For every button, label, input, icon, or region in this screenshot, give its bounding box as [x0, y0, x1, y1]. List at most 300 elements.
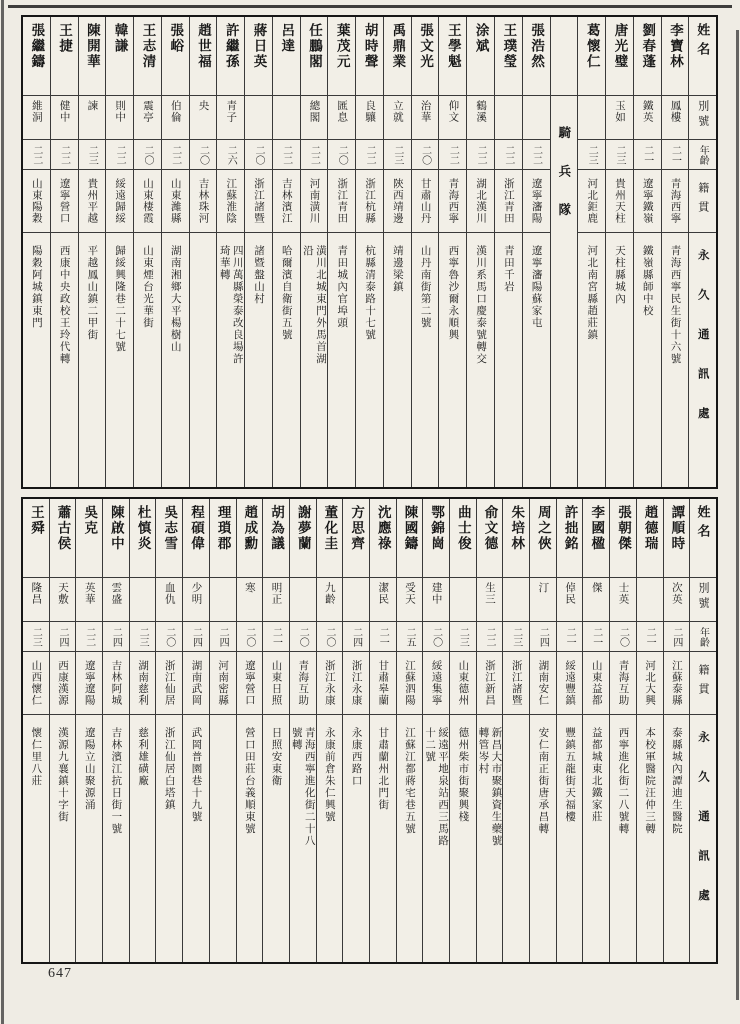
alias-cell [583, 577, 609, 621]
name-cell [134, 17, 161, 95]
person-origin: 浙江永康 [350, 660, 362, 706]
address-cell [190, 232, 217, 487]
address-cell [450, 714, 476, 962]
person-origin: 吉林濱江 [280, 178, 292, 224]
alias-cell [245, 95, 272, 139]
person-age: 二二 [114, 144, 126, 165]
origin-cell [273, 169, 300, 232]
alias-cell [76, 577, 102, 621]
person-alias: 汀 [537, 582, 549, 594]
age-cell [130, 621, 156, 651]
person-origin: 河南潢川 [308, 178, 320, 224]
person-alias: 良驤 [364, 100, 376, 123]
age-cell [210, 621, 236, 651]
person-age: 二〇 [430, 626, 442, 647]
person-age: 二四 [190, 626, 202, 647]
person-age: 二四 [537, 626, 549, 647]
alias-cell [23, 95, 50, 139]
roster-table-bottom [21, 497, 718, 964]
name-cell [51, 17, 78, 95]
person-origin: 江蘇泰縣 [670, 660, 682, 706]
origin-cell [290, 651, 316, 714]
person-origin: 浙江青田 [502, 178, 514, 224]
person-name: 李國楹 [589, 505, 605, 552]
name-cell [130, 499, 156, 577]
person-origin: 甘肅山丹 [419, 178, 431, 224]
person-age: 二五 [403, 626, 415, 647]
address-cell [134, 232, 161, 487]
person-column [272, 17, 300, 487]
person-alias: 則中 [114, 100, 126, 123]
person-alias: 諫 [86, 100, 98, 112]
alias-cell [156, 577, 182, 621]
person-column [636, 499, 663, 962]
name-cell [273, 17, 300, 95]
name-cell [439, 17, 466, 95]
person-column [411, 17, 439, 487]
person-alias: 治華 [419, 100, 431, 123]
header-label-address: 永久通訊處 [696, 249, 709, 447]
alias-cell [343, 577, 369, 621]
alias-cell [606, 95, 633, 139]
alias-cell [477, 577, 503, 621]
person-name: 理瑣郡 [215, 505, 231, 552]
person-address: 哈爾濱自衛街五號 [280, 245, 292, 341]
alias-cell [557, 577, 583, 621]
age-cell [637, 621, 663, 651]
person-age: 二〇 [243, 626, 255, 647]
person-name: 陳啟中 [108, 505, 124, 552]
scan-edge-top [8, 5, 732, 8]
person-column [155, 499, 182, 962]
person-alias: 生三 [484, 582, 496, 605]
person-column [369, 499, 396, 962]
person-origin: 吉林阿城 [110, 660, 122, 706]
person-name: 趙德瑞 [642, 505, 658, 552]
age-cell [578, 139, 605, 169]
person-column [327, 17, 355, 487]
origin-cell [328, 169, 355, 232]
name-cell [664, 499, 690, 577]
address-cell [162, 232, 189, 487]
name-cell [217, 17, 244, 95]
person-address: 靖邊梁鎮 [391, 245, 403, 293]
person-address: 漢川系馬口慶泰號轉交 [475, 245, 487, 365]
age-cell [384, 139, 411, 169]
age-cell [343, 621, 369, 651]
address-cell [50, 714, 76, 962]
age-cell [51, 139, 78, 169]
age-cell [263, 621, 289, 651]
person-address: 日照安東衛 [270, 727, 282, 787]
name-cell [263, 499, 289, 577]
person-origin: 遼寧鐵嶺 [641, 178, 653, 224]
person-origin: 貴州平越 [86, 178, 98, 224]
age-cell [328, 139, 355, 169]
person-origin: 綏遠歸綏 [114, 178, 126, 224]
person-column [466, 17, 494, 487]
person-column [582, 499, 609, 962]
person-origin: 青海互助 [617, 660, 629, 706]
address-cell [495, 232, 522, 487]
origin-cell [467, 169, 494, 232]
person-origin: 遼寧遼陽 [83, 660, 95, 706]
person-column [316, 499, 343, 962]
person-origin: 江蘇泗陽 [403, 660, 415, 706]
origin-cell [263, 651, 289, 714]
person-alias: 建中 [430, 582, 442, 605]
person-age: 二三 [510, 626, 522, 647]
person-address: 山東煙台光華街 [141, 245, 153, 329]
person-name: 王舜 [28, 505, 44, 536]
age-cell [439, 139, 466, 169]
person-name: 李寶林 [667, 23, 683, 70]
name-cell [477, 499, 503, 577]
age-cell [606, 139, 633, 169]
name-cell [103, 499, 129, 577]
person-address: 漢源九襄鎮十字街 [57, 727, 69, 823]
person-origin: 湖南安仁 [537, 660, 549, 706]
person-name: 朱培林 [509, 505, 525, 552]
person-age: 二二 [530, 144, 542, 165]
person-name: 吳克 [82, 505, 98, 536]
person-age: 二〇 [336, 144, 348, 165]
origin-cell [523, 169, 550, 232]
person-origin: 山東陽穀 [30, 178, 42, 224]
origin-cell [190, 169, 217, 232]
person-name: 胡時聲 [362, 23, 378, 70]
name-cell [610, 499, 636, 577]
person-alias: 血仇 [163, 582, 175, 605]
alias-cell [637, 577, 663, 621]
person-address: 懷仁里八莊 [30, 727, 42, 787]
person-age: 二一 [377, 626, 389, 647]
person-name: 張峪 [168, 23, 184, 54]
origin-cell [557, 651, 583, 714]
alias-cell [523, 95, 550, 139]
address-cell [412, 232, 439, 487]
alias-cell [530, 577, 556, 621]
person-column [300, 17, 328, 487]
person-name: 張繼鑄 [29, 23, 45, 70]
origin-cell [245, 169, 272, 232]
person-name: 陳開華 [84, 23, 100, 70]
age-cell [634, 139, 661, 169]
person-origin: 青海西寧 [447, 178, 459, 224]
address-cell [503, 714, 529, 962]
person-name: 陳國鑄 [402, 505, 418, 552]
person-column [502, 499, 529, 962]
person-name: 俞文德 [482, 505, 498, 552]
address-cell [423, 714, 449, 962]
person-age: 二三 [137, 626, 149, 647]
address-cell [130, 714, 156, 962]
person-age: 二二 [58, 144, 70, 165]
name-cell [423, 499, 449, 577]
person-origin: 綏遠豐鎮 [564, 660, 576, 706]
person-name: 謝夢蘭 [295, 505, 311, 552]
age-cell [290, 621, 316, 651]
person-origin: 青海互助 [297, 660, 309, 706]
person-age: 二〇 [253, 144, 264, 165]
name-cell [467, 17, 494, 95]
origin-cell [237, 651, 263, 714]
person-age: 二一 [644, 626, 656, 647]
person-name: 董化圭 [322, 505, 338, 552]
age-cell [237, 621, 263, 651]
name-cell [106, 17, 133, 95]
person-column [609, 499, 636, 962]
person-address: 甘肅蘭州北門街 [377, 727, 389, 811]
person-address: 四川萬縣榮泰改良場許琦華轉 [218, 245, 243, 365]
person-name: 劉春蓬 [640, 23, 656, 70]
person-origin: 綏遠集寧 [430, 660, 442, 706]
alias-cell [412, 95, 439, 139]
age-cell [76, 621, 102, 651]
person-age: 二二 [364, 144, 376, 165]
age-cell [662, 139, 689, 169]
person-origin: 山東益都 [590, 660, 602, 706]
name-cell [412, 17, 439, 95]
origin-cell [530, 651, 556, 714]
person-address: 新昌大市聚鎮資生藥號轉管岑村 [477, 727, 502, 847]
alias-cell [51, 95, 78, 139]
person-origin: 吉林珠河 [197, 178, 209, 224]
name-cell [79, 17, 106, 95]
address-cell [183, 714, 209, 962]
person-age: 二〇 [617, 626, 629, 647]
person-origin: 陝西靖邊 [391, 178, 403, 224]
person-origin: 河北鉅鹿 [586, 178, 598, 224]
age-cell [317, 621, 343, 651]
address-cell [263, 714, 289, 962]
header-age-cell [690, 621, 716, 651]
person-column [182, 499, 209, 962]
address-cell [356, 232, 383, 487]
person-origin: 遼寧瀋陽 [530, 178, 542, 224]
header-alias-cell [689, 95, 716, 139]
alias-cell [210, 577, 236, 621]
person-address: 本校軍醫院汪仲三轉 [644, 727, 656, 835]
person-name: 涂斌 [473, 23, 489, 54]
origin-cell [397, 651, 423, 714]
person-age: 二一 [564, 626, 576, 647]
person-age: 二一 [270, 626, 282, 647]
person-column [556, 499, 583, 962]
person-age: 二〇 [297, 626, 309, 647]
name-cell [503, 499, 529, 577]
person-age: 二〇 [323, 626, 335, 647]
alias-cell [50, 577, 76, 621]
person-name: 韓謙 [112, 23, 128, 54]
person-name: 方思齊 [349, 505, 365, 552]
name-cell [23, 17, 50, 95]
person-name: 譚順時 [669, 505, 685, 552]
origin-cell [301, 169, 328, 232]
person-column [244, 17, 272, 487]
person-address: 平越鳳山鎮二甲街 [86, 245, 98, 341]
person-alias: 隆昌 [30, 582, 42, 605]
origin-cell [662, 169, 689, 232]
name-cell [328, 17, 355, 95]
person-age: 二〇 [419, 144, 431, 165]
person-origin: 浙江新昌 [484, 660, 496, 706]
person-address: 西寧魯沙爾永順興 [447, 245, 459, 341]
name-cell [530, 499, 556, 577]
address-cell [290, 714, 316, 962]
origin-cell [50, 651, 76, 714]
person-address: 吉林濱江抗日街一號 [110, 727, 122, 835]
person-origin: 浙江青田 [336, 178, 348, 224]
person-address: 陽穀阿城鎮東門 [30, 245, 42, 329]
person-name: 許拙銘 [562, 505, 578, 552]
address-cell [217, 232, 244, 487]
person-alias: 倬民 [564, 582, 576, 605]
person-alias: 英華 [83, 582, 95, 605]
person-origin: 遼寧營口 [58, 178, 70, 224]
person-name: 胡為議 [269, 505, 285, 552]
person-name: 王捷 [57, 23, 73, 54]
address-cell [530, 714, 556, 962]
person-name: 蕭古侯 [55, 505, 71, 552]
person-column [577, 17, 605, 487]
person-age: 二〇 [163, 626, 175, 647]
person-age: 二二 [502, 144, 514, 165]
header-alias-cell [690, 577, 716, 621]
person-address: 青海西寧民生街十六號 [669, 245, 681, 365]
name-cell [23, 499, 49, 577]
person-name: 程碩偉 [188, 505, 204, 552]
name-cell [583, 499, 609, 577]
origin-cell [317, 651, 343, 714]
alias-cell [130, 577, 156, 621]
person-column [522, 17, 550, 487]
age-cell [23, 621, 49, 651]
alias-cell [317, 577, 343, 621]
person-address: 營口田莊台義順東號 [243, 727, 255, 835]
person-age: 二〇 [197, 144, 209, 165]
address-cell [76, 714, 102, 962]
person-alias: 央 [197, 100, 209, 112]
address-cell [662, 232, 689, 487]
age-cell [503, 621, 529, 651]
age-cell [217, 139, 244, 169]
person-column [383, 17, 411, 487]
address-cell [370, 714, 396, 962]
person-alias: 鳳樓 [669, 100, 681, 123]
person-name: 張文光 [418, 23, 434, 70]
alias-cell [79, 95, 106, 139]
age-cell [79, 139, 106, 169]
person-name: 唐光璧 [612, 23, 628, 70]
person-origin: 山東德州 [457, 660, 469, 706]
person-origin: 河北大興 [644, 660, 656, 706]
person-age: 二二 [30, 144, 42, 165]
name-cell [210, 499, 236, 577]
age-cell [530, 621, 556, 651]
person-origin: 西康漢源 [57, 660, 69, 706]
name-cell [245, 17, 272, 95]
person-column [23, 17, 50, 487]
age-cell [450, 621, 476, 651]
alias-cell [664, 577, 690, 621]
person-name: 蔣日英 [251, 23, 267, 70]
header-label-address: 永久通訊處 [697, 731, 710, 929]
header-label-age: 年齡 [697, 144, 709, 165]
origin-cell [217, 169, 244, 232]
person-name: 曲士俊 [455, 505, 471, 552]
origin-cell [51, 169, 78, 232]
name-cell [162, 17, 189, 95]
person-address: 青田千岩 [502, 245, 514, 293]
age-cell [610, 621, 636, 651]
person-name: 王志清 [140, 23, 156, 70]
person-name: 杜慎炎 [135, 505, 151, 552]
header-name-cell [690, 499, 716, 577]
age-cell [190, 139, 217, 169]
origin-cell [634, 169, 661, 232]
age-cell [523, 139, 550, 169]
header-address-cell [689, 232, 716, 487]
alias-cell [162, 95, 189, 139]
person-origin: 浙江永康 [323, 660, 335, 706]
person-address: 德州柴市街聚興棧 [457, 727, 469, 823]
name-cell [370, 499, 396, 577]
address-cell [578, 232, 605, 487]
person-column [422, 499, 449, 962]
person-address: 泰縣城內譚迪生醫院 [670, 727, 682, 835]
age-cell [134, 139, 161, 169]
address-cell [384, 232, 411, 487]
person-origin: 浙江諸暨 [253, 178, 264, 224]
header-origin-cell [689, 169, 716, 232]
person-column [209, 499, 236, 962]
person-column [529, 499, 556, 962]
person-column [262, 499, 289, 962]
alias-cell [106, 95, 133, 139]
person-address: 湖南湘鄉大平楊樹山 [169, 245, 181, 353]
age-cell [273, 139, 300, 169]
header-label-origin: 籍貫 [697, 664, 710, 702]
alias-cell [370, 577, 396, 621]
person-column [663, 499, 690, 962]
person-age: 二二 [475, 144, 487, 165]
person-address: 遼寧瀋陽蘇家屯 [530, 245, 542, 329]
person-name: 任鵬閣 [307, 23, 323, 70]
origin-cell [495, 169, 522, 232]
address-cell [317, 714, 343, 962]
person-column [661, 17, 689, 487]
name-cell [578, 17, 605, 95]
header-label-name: 姓名 [695, 505, 711, 543]
origin-cell [423, 651, 449, 714]
alias-cell [495, 95, 522, 139]
header-column [689, 499, 716, 962]
person-column [23, 499, 49, 962]
address-cell [583, 714, 609, 962]
person-age: 二二 [280, 144, 292, 165]
person-alias: 少明 [190, 582, 202, 605]
address-cell [397, 714, 423, 962]
header-address-cell [690, 714, 716, 962]
person-column [50, 17, 78, 487]
person-column [396, 499, 423, 962]
header-name-cell [689, 17, 716, 95]
alias-cell [503, 577, 529, 621]
origin-cell [370, 651, 396, 714]
person-column [161, 17, 189, 487]
name-cell [397, 499, 423, 577]
